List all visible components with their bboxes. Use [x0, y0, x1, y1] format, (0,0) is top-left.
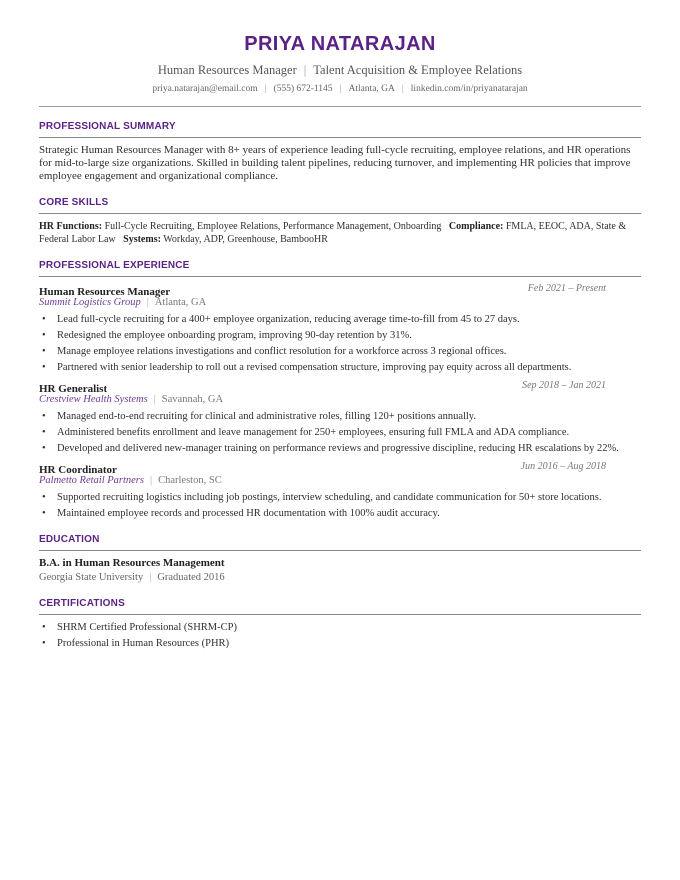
job-location: Atlanta, GA — [154, 297, 207, 308]
job-employer — [39, 393, 641, 406]
job-header — [39, 282, 641, 298]
bullet-text: Developed and delivered new-manager training on performance reviews and progressive discipline, reducing HR escalations by 22%. — [57, 443, 619, 454]
bullet-icon: • — [42, 508, 46, 519]
header-divider — [39, 106, 641, 107]
job-location: Charleston, SC — [158, 475, 222, 486]
company-name: Palmetto Retail Partners — [39, 475, 144, 486]
section-divider — [39, 213, 641, 214]
skills-hr-value: Full-Cycle Recruiting, Employee Relations, Performance Management, Onboarding — [104, 221, 442, 232]
contact-separator: | — [264, 84, 267, 94]
section-title-certifications: CERTIFICATIONS — [39, 598, 125, 609]
contact-email[interactable]: priya.natarajan@email.com — [152, 84, 258, 94]
job-dates: Sep 2018 – Jan 2021 — [522, 380, 606, 391]
job-employer — [39, 474, 641, 487]
contact-linkedin[interactable]: linkedin.com/in/priyanatarajan — [410, 84, 528, 94]
list-item — [39, 361, 641, 374]
job-entry — [39, 460, 641, 520]
job-header — [39, 379, 641, 395]
job-header — [39, 460, 641, 476]
section-divider — [39, 550, 641, 551]
bullet-text: Manage employee relations investigations and conflict resolution for a workforce across 3 regional offices. — [57, 346, 507, 357]
section-divider — [39, 276, 641, 277]
graduation-year: Graduated 2016 — [157, 572, 225, 583]
job-location: Savannah, GA — [161, 394, 224, 405]
experience-section — [39, 259, 641, 520]
list-item — [39, 637, 641, 650]
bullet-text: Partnered with senior leadership to roll out a revised compensation structure, improving pay equity across all departments. — [57, 362, 572, 373]
school-name: Georgia State University — [39, 572, 144, 583]
skills-text — [39, 220, 641, 246]
headline-specialty: Talent Acquisition & Employee Relations — [313, 63, 523, 77]
bullet-icon: • — [42, 314, 46, 325]
employer-separator: | — [153, 394, 156, 405]
summary-text: Strategic Human Resources Manager with 8+ years of experience leading full-cycle recruiting, employee relations, and HR operations for mid-to-large size organizations. Skilled in building talent pipelines, reducing turnover, and implementing HR policies that improve employee engagement and organizational compliance. — [39, 144, 631, 182]
section-title-skills: CORE SKILLS — [39, 197, 109, 208]
bullet-text: Maintained employee records and processed HR documentation with 100% audit accuracy. — [57, 508, 440, 519]
bullet-icon: • — [42, 638, 46, 649]
resume-header — [39, 32, 641, 96]
contact-separator: | — [339, 84, 342, 94]
employer-separator: | — [146, 297, 149, 308]
job-bullets — [39, 491, 641, 520]
job-entry — [39, 379, 641, 455]
list-item — [39, 313, 641, 326]
candidate-name: PRIYA NATARAJAN — [244, 33, 436, 55]
degree: B.A. in Human Resources Management — [39, 557, 225, 569]
skills-hr-label: HR Functions: — [39, 221, 103, 232]
headline-separator: | — [303, 63, 307, 77]
bullet-icon: • — [42, 622, 46, 633]
education-separator: | — [149, 572, 152, 583]
bullet-icon: • — [42, 492, 46, 503]
education-details — [39, 571, 641, 584]
company-name: Crestview Health Systems — [39, 394, 148, 405]
section-title-experience: PROFESSIONAL EXPERIENCE — [39, 260, 190, 271]
list-item — [39, 329, 641, 342]
education-section — [39, 533, 641, 584]
job-title: HR Generalist — [39, 383, 108, 395]
bullet-text: Lead full-cycle recruiting for a 400+ employee organization, reducing average time-to-fill from 45 to 27 days. — [57, 314, 520, 325]
certifications-section — [39, 597, 641, 650]
job-title: Human Resources Manager — [39, 286, 171, 298]
contact-line — [39, 83, 641, 96]
job-bullets — [39, 313, 641, 374]
bullet-text: Managed end-to-end recruiting for clinical and administrative roles, filling 120+ positions annually. — [57, 411, 477, 422]
job-dates: Feb 2021 – Present — [527, 283, 606, 294]
section-title-education: EDUCATION — [39, 534, 100, 545]
skills-compliance-label: Compliance: — [448, 221, 504, 232]
skills-systems-value: Workday, ADP, Greenhouse, BambooHR — [163, 234, 328, 245]
bullet-icon: • — [42, 330, 46, 341]
certification-name: Professional in Human Resources (PHR) — [57, 638, 230, 649]
certifications-list — [39, 621, 641, 650]
bullet-icon: • — [42, 411, 46, 422]
list-item — [39, 426, 641, 439]
bullet-icon: • — [42, 443, 46, 454]
headline-title: Human Resources Manager — [157, 63, 297, 77]
list-item — [39, 410, 641, 423]
bullet-icon: • — [42, 427, 46, 438]
list-item — [39, 507, 641, 520]
skills-compliance-value: FMLA, EEOC, ADA, State & Federal Labor Law — [39, 221, 627, 245]
certification-name: SHRM Certified Professional (SHRM-CP) — [57, 622, 237, 633]
section-title-summary: PROFESSIONAL SUMMARY — [39, 121, 176, 132]
section-divider — [39, 137, 641, 138]
skills-section — [39, 196, 641, 246]
list-item — [39, 345, 641, 358]
section-divider — [39, 614, 641, 615]
bullet-text: Supported recruiting logistics including job postings, interview scheduling, and candidate communication for 50+ store locations. — [57, 492, 602, 503]
company-name: Summit Logistics Group — [39, 297, 141, 308]
job-bullets — [39, 410, 641, 455]
job-title: HR Coordinator — [39, 464, 117, 476]
bullet-text: Administered benefits enrollment and leave management for 250+ employees, ensuring full FMLA and ADA compliance. — [57, 427, 570, 438]
bullet-icon: • — [42, 362, 46, 373]
employer-separator: | — [150, 475, 153, 486]
summary-section — [39, 120, 641, 183]
list-item — [39, 621, 641, 634]
bullet-icon: • — [42, 346, 46, 357]
job-entry — [39, 282, 641, 374]
headline — [39, 62, 641, 78]
list-item — [39, 442, 641, 455]
contact-separator: | — [401, 84, 404, 94]
contact-phone: (555) 672-1145 — [273, 84, 333, 94]
skills-systems-label: Systems: — [123, 234, 161, 245]
list-item — [39, 491, 641, 504]
job-dates: Jun 2016 – Aug 2018 — [520, 461, 606, 472]
contact-location: Atlanta, GA — [348, 84, 395, 94]
bullet-text: Redesigned the employee onboarding program, improving 90-day retention by 31%. — [57, 330, 412, 341]
resume-page — [39, 0, 641, 653]
